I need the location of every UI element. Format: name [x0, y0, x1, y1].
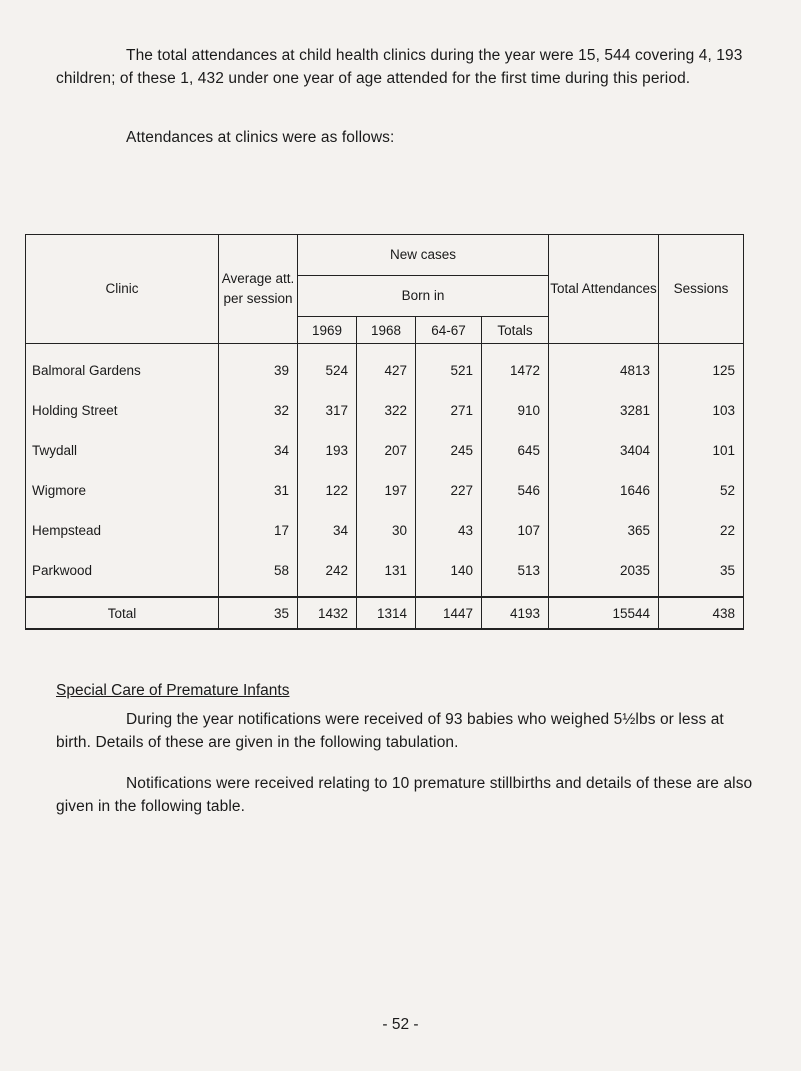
page-number: - 52 -	[382, 1016, 419, 1033]
born-64-67-cell: 521	[416, 344, 482, 391]
header-1969: 1969	[298, 317, 357, 344]
born-1969-cell: 317	[298, 390, 357, 430]
sessions-cell: 125	[659, 344, 744, 391]
totals-cell: 546	[482, 470, 549, 510]
born-1968-cell: 30	[357, 510, 416, 550]
born-1968-cell: 131	[357, 550, 416, 597]
total-row	[26, 597, 744, 629]
attendances-cell: 3404	[549, 430, 659, 470]
header-totals: Totals	[482, 317, 549, 344]
attendances-cell: 3281	[549, 390, 659, 430]
born-1968-cell: 207	[357, 430, 416, 470]
attendances-cell: 4813	[549, 344, 659, 391]
section-heading: Special Care of Premature Infants	[56, 682, 290, 699]
attendance-table	[25, 234, 744, 630]
clinic-name: Holding Street	[26, 390, 219, 430]
born-1969-cell: 122	[298, 470, 357, 510]
header-new-cases: New cases	[298, 235, 549, 276]
table-row	[26, 510, 744, 550]
premature-paragraph: During the year notifications were received of 93 babies who weighed 5½lbs or less at birth. Details of these are given in the following tabulation.	[56, 711, 724, 751]
average-cell: 34	[219, 430, 298, 470]
attendances-cell: 1646	[549, 470, 659, 510]
header-1968: 1968	[357, 317, 416, 344]
born-1968-cell: 322	[357, 390, 416, 430]
table-row	[26, 430, 744, 470]
stillbirths-paragraph: Notifications were received relating to 10 premature stillbirths and details of these are also given in the following table.	[56, 775, 753, 815]
totals-cell: 910	[482, 390, 549, 430]
header-clinic: Clinic	[26, 235, 219, 344]
total-average-cell: 35	[219, 597, 298, 629]
clinic-name: Wigmore	[26, 470, 219, 510]
header-born-in: Born in	[298, 276, 549, 317]
average-cell: 31	[219, 470, 298, 510]
totals-cell: 1472	[482, 344, 549, 391]
born-1969-cell: 242	[298, 550, 357, 597]
attendances-cell: 2035	[549, 550, 659, 597]
total-sessions-cell: 438	[659, 597, 744, 629]
born-1968-cell: 427	[357, 344, 416, 391]
sessions-cell: 101	[659, 430, 744, 470]
header-64-67: 64-67	[416, 317, 482, 344]
attendances-cell: 365	[549, 510, 659, 550]
average-cell: 39	[219, 344, 298, 391]
born-1969-cell: 34	[298, 510, 357, 550]
table-row	[26, 550, 744, 597]
table-row	[26, 390, 744, 430]
header-sessions: Sessions	[659, 235, 744, 344]
average-cell: 58	[219, 550, 298, 597]
born-64-67-cell: 245	[416, 430, 482, 470]
born-1969-cell: 524	[298, 344, 357, 391]
clinic-name: Twydall	[26, 430, 219, 470]
born-64-67-cell: 43	[416, 510, 482, 550]
header-total-attendances: Total Attendances	[549, 235, 659, 344]
sessions-cell: 35	[659, 550, 744, 597]
born-1969-cell: 193	[298, 430, 357, 470]
average-cell: 17	[219, 510, 298, 550]
clinic-name: Parkwood	[26, 550, 219, 597]
table-lead-in: Attendances at clinics were as follows:	[126, 129, 395, 146]
clinic-name: Balmoral Gardens	[26, 344, 219, 391]
sessions-cell: 52	[659, 470, 744, 510]
total-64-67-cell: 1447	[416, 597, 482, 629]
table-row	[26, 470, 744, 510]
intro-paragraph: The total attendances at child health clinics during the year were 15, 544 covering 4, 193 children; of these 1, 432 under one year of age attended for the first time during this period.	[56, 47, 743, 87]
total-1968-cell: 1314	[357, 597, 416, 629]
totals-cell: 107	[482, 510, 549, 550]
header-average: Average att. per session	[219, 235, 298, 344]
sessions-cell: 22	[659, 510, 744, 550]
totals-cell: 645	[482, 430, 549, 470]
total-1969-cell: 1432	[298, 597, 357, 629]
average-cell: 32	[219, 390, 298, 430]
born-64-67-cell: 227	[416, 470, 482, 510]
table-row	[26, 344, 744, 391]
born-64-67-cell: 140	[416, 550, 482, 597]
born-64-67-cell: 271	[416, 390, 482, 430]
total-attendances-cell: 15544	[549, 597, 659, 629]
total-totals-cell: 4193	[482, 597, 549, 629]
totals-cell: 513	[482, 550, 549, 597]
born-1968-cell: 197	[357, 470, 416, 510]
total-label: Total	[26, 597, 219, 629]
clinic-name: Hempstead	[26, 510, 219, 550]
sessions-cell: 103	[659, 390, 744, 430]
